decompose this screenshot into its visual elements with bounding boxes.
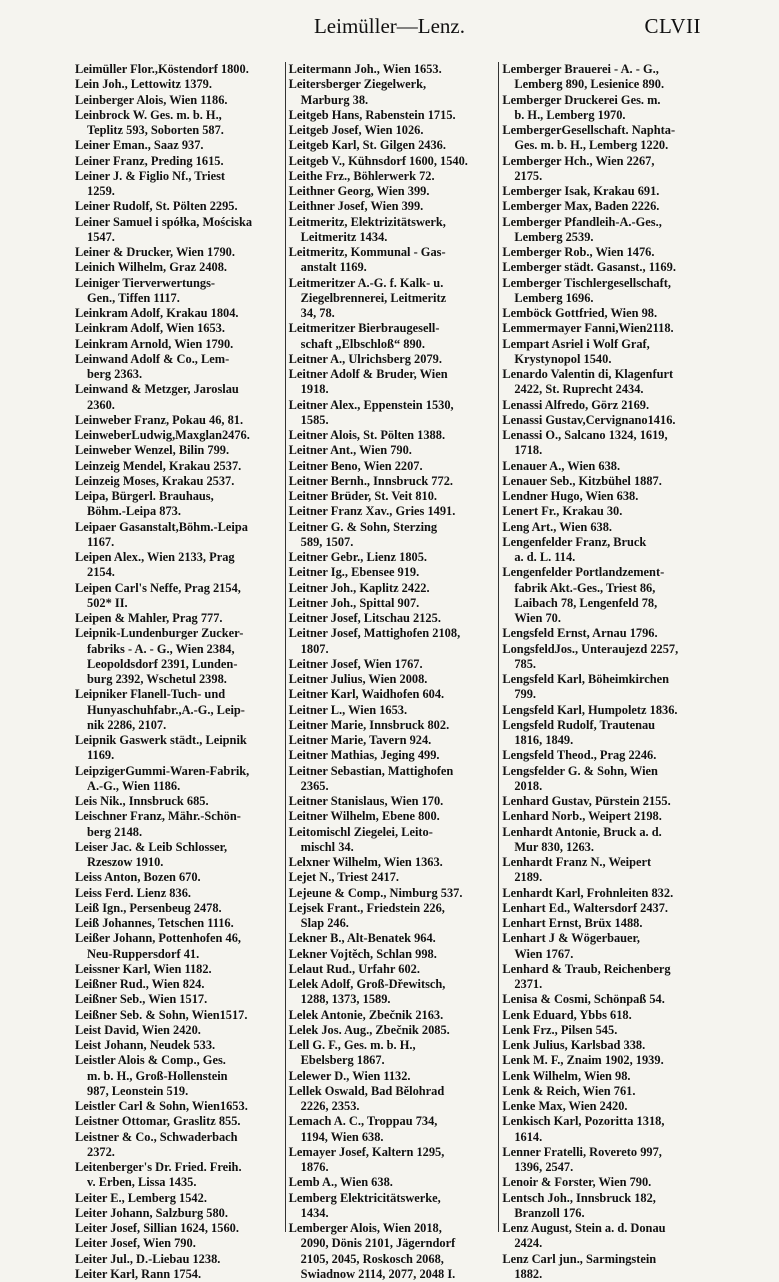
directory-entry-line: Lemböck Gottfried, Wien 98.: [502, 306, 658, 320]
directory-entry-line: Lekner B., Alt-Benatek 964.: [288, 931, 436, 946]
directory-entry-line: Lempart Asriel i Wolf Graf,: [502, 336, 650, 351]
directory-entry-line: Leitner Alois, St. Pölten 1388.: [288, 428, 446, 442]
directory-entry-line: Leitner G. & Sohn, Sterzing: [288, 519, 438, 534]
directory-entry-line: Leiniger Tierverwertungs-: [75, 275, 216, 290]
directory-entry-line: Leitmeritzer A.-G. f. Kalk- u.: [288, 275, 444, 290]
directory-entry-line: 2175.: [514, 168, 543, 183]
directory-entry-line: Teplitz 593, Soborten 587.: [87, 123, 224, 137]
directory-entry-line: Leitner Alex., Eppenstein 1530,: [288, 397, 454, 412]
directory-entry-line: Lell G. F., Ges. m. b. H.,: [288, 1038, 416, 1052]
directory-entry-line: fabriks - A. - G., Wien 2384,: [87, 641, 235, 656]
directory-entry-line: Leinkram Adolf, Wien 1653.: [75, 321, 225, 336]
directory-entry-line: Marburg 38.: [300, 92, 369, 107]
directory-entry-line: Lenk M. F., Znaim 1902, 1939.: [502, 1053, 664, 1068]
directory-entry-line: Leitner Sebastian, Mattighofen: [288, 763, 454, 778]
directory-entry-line: Leistner & Co., Schwaderbach: [75, 1129, 238, 1144]
directory-entry-line: Leist Johann, Neudek 533.: [75, 1038, 216, 1052]
directory-entry-line: Lenoir & Forster, Wien 790.: [502, 1175, 652, 1190]
directory-entry-line: Lenner Fratelli, Rovereto 997,: [502, 1144, 662, 1159]
directory-entry-line: Leitner Stanislaus, Wien 170.: [288, 794, 444, 808]
directory-entry-line: 2422, St. Ruprecht 2434.: [514, 382, 644, 397]
directory-entry-line: Leitner Beno, Wien 2207.: [288, 458, 423, 473]
directory-entry-line: Lenhard Gustav, Pürstein 2155.: [502, 794, 671, 808]
directory-entry-line: 1816, 1849.: [514, 733, 574, 747]
directory-entry-line: Leinzeig Moses, Krakau 2537.: [75, 473, 235, 488]
directory-entry-line: Lemberger Rob., Wien 1476.: [502, 245, 655, 259]
directory-entry-line: Lenassi Gustav,Cervignano1416.: [502, 412, 676, 427]
directory-entry-line: Leitner Ant., Wien 790.: [288, 443, 412, 458]
directory-entry-line: Leiter Jul., D.-Liebau 1238.: [75, 1251, 221, 1266]
directory-entry-line: Wien 70.: [514, 611, 561, 625]
directory-entry-line: Hunyaschuhfabr.,A.-G., Leip-: [87, 702, 245, 717]
directory-entry-line: Lejeune & Comp., Nimburg 537.: [288, 885, 463, 900]
directory-entry-line: Lenert Fr., Krakau 30.: [502, 504, 623, 519]
directory-entry-line: Leitner Julius, Wien 2008.: [288, 672, 428, 686]
directory-entry-line: Leitmeritz, Elektrizitätswerk,: [288, 214, 446, 229]
directory-entry-line: Leinweber Franz, Pokau 46, 81.: [75, 412, 244, 427]
directory-entry-line: Leinkram Adolf, Krakau 1804.: [75, 306, 239, 320]
directory-entry-line: Lenhart J & Wögerbauer,: [502, 931, 641, 946]
directory-entry-line: Leinbrock W. Ges. m. b. H.,: [75, 107, 222, 122]
directory-entry-line: Lemmermayer Fanni,Wien2118.: [502, 321, 674, 336]
directory-entry-line: Lengsfeld Karl, Böheimkirchen: [502, 672, 670, 686]
directory-entry-line: Leitmeritz, Kommunal - Gas-: [288, 245, 446, 259]
directory-entry-line: Lelek Antonie, Zbečnik 2163.: [288, 1007, 444, 1022]
directory-entry-line: Lenkisch Karl, Pozoritta 1318,: [502, 1114, 665, 1129]
page-number: CLVII: [644, 14, 701, 38]
directory-entry-line: Leitner Brüder, St. Veit 810.: [288, 489, 438, 503]
directory-entry-line: Wien 1767.: [514, 946, 574, 961]
directory-entry-line: Lengsfelder G. & Sohn, Wien: [502, 763, 658, 778]
directory-entry-line: Lemberg 890, Lesienice 890.: [514, 77, 665, 92]
directory-entry-line: Leitner Marie, Tavern 924.: [288, 733, 432, 747]
directory-entry-line: Leinich Wilhelm, Graz 2408.: [75, 260, 228, 275]
column-left: [72, 62, 285, 1281]
directory-entry-line: Lemberger städt. Gasanst., 1169.: [502, 260, 676, 275]
directory-entry-line: Lemberg Elektricitätswerke,: [288, 1190, 441, 1205]
directory-entry-line: Leithe Frz., Böhlerwerk 72.: [288, 168, 435, 183]
directory-entry-line: Lenhart Ernst, Brüx 1488.: [502, 916, 643, 930]
directory-entry-line: Leitner L., Wien 1653.: [288, 702, 408, 717]
directory-entry-line: schaft „Elbschloß“ 890.: [300, 336, 425, 351]
directory-entry-line: 785.: [514, 656, 537, 671]
directory-entry-line: Leissner Karl, Wien 1182.: [75, 961, 212, 976]
directory-entry-line: 2365.: [300, 778, 329, 793]
directory-entry-line: Lemberger Brauerei - A. - G.,: [502, 62, 659, 76]
directory-entry-line: 2226, 2353.: [300, 1099, 360, 1113]
directory-entry-line: Lendner Hugo, Wien 638.: [502, 489, 639, 503]
directory-entry-line: 1259.: [87, 184, 115, 198]
directory-entry-line: Leipen Carl's Neffe, Prag 2154,: [75, 580, 241, 595]
directory-entry-line: Leipnik Gaswerk städt., Leipnik: [75, 733, 247, 747]
directory-entry-line: Leithner Georg, Wien 399.: [288, 184, 430, 198]
directory-entry-line: Leiß Johannes, Tetschen 1116.: [75, 916, 234, 930]
directory-entry-line: 799.: [514, 687, 537, 702]
directory-entry-line: Lemb A., Wien 638.: [288, 1175, 393, 1190]
directory-entry-line: Leiner & Drucker, Wien 1790.: [75, 245, 235, 259]
directory-columns: [72, 62, 712, 1281]
directory-entry-line: Leipaer Gasanstalt,Böhm.-Leipa: [75, 519, 248, 534]
directory-entry-line: Leitner Josef, Wien 1767.: [288, 656, 423, 671]
directory-entry-line: A.-G., Wien 1186.: [87, 778, 181, 793]
directory-entry-line: Böhm.-Leipa 873.: [87, 504, 181, 519]
directory-entry-line: LembergerGesellschaft. Naphta-: [502, 123, 676, 137]
directory-entry-line: Leißner Seb. & Sohn, Wien1517.: [75, 1007, 248, 1022]
directory-entry-line: Leng Art., Wien 638.: [502, 519, 613, 534]
directory-entry-line: Rzeszow 1910.: [87, 855, 164, 869]
directory-entry-line: Neu-Ruppersdorf 41.: [87, 946, 200, 961]
directory-entry-line: 987, Leonstein 519.: [87, 1083, 189, 1098]
directory-entry-line: 1434.: [300, 1205, 329, 1220]
directory-entry-line: Lengsfeld Ernst, Arnau 1796.: [502, 626, 658, 641]
directory-entry-line: Leißer Johann, Pottenhofen 46,: [75, 931, 242, 946]
page-header: [0, 14, 779, 54]
directory-entry-line: berg 2363.: [87, 367, 143, 381]
directory-entry-line: Lenk & Reich, Wien 761.: [502, 1083, 636, 1098]
directory-entry-line: Leißner Rud., Wien 824.: [75, 977, 205, 991]
directory-entry-line: 2372.: [87, 1144, 115, 1159]
directory-entry-line: Lemberg 1696.: [514, 290, 594, 305]
directory-entry-line: Lengenfelder Franz, Bruck: [502, 534, 647, 549]
directory-entry-line: Leipen Alex., Wien 2133, Prag: [75, 550, 235, 564]
directory-entry-line: Lemberger Pfandleih-A.-Ges.,: [502, 214, 662, 229]
directory-entry-line: Leitner Josef, Litschau 2125.: [288, 611, 441, 625]
directory-entry-line: Lenhard & Traub, Reichenberg: [502, 961, 671, 976]
directory-entry-line: Lelewer D., Wien 1132.: [288, 1068, 411, 1083]
directory-entry-line: 1876.: [300, 1160, 329, 1174]
directory-entry-line: Leiner Eman., Saaz 937.: [75, 138, 204, 153]
directory-entry-line: burg 2392, Wschetul 2398.: [87, 672, 227, 686]
directory-entry-line: Lengsfeld Karl, Humpoletz 1836.: [502, 702, 678, 717]
directory-entry-line: Lenz Carl jun., Sarmingstein: [502, 1251, 657, 1266]
directory-entry-line: Lenhard Norb., Weipert 2198.: [502, 809, 662, 824]
directory-entry-line: Leinwand & Metzger, Jaroslau: [75, 382, 239, 397]
directory-entry-line: v. Erben, Lissa 1435.: [87, 1175, 197, 1190]
directory-entry-line: 1718.: [514, 443, 543, 458]
directory-entry-line: Leinweber Wenzel, Bilin 799.: [75, 443, 230, 458]
directory-entry-line: Lemberger Isak, Krakau 691.: [502, 184, 660, 198]
directory-entry-line: Leistler Alois & Comp., Ges.: [75, 1053, 226, 1068]
directory-entry-line: Leitner Gebr., Lienz 1805.: [288, 550, 428, 564]
directory-entry-line: 2105, 2045, Roskosch 2068,: [300, 1251, 444, 1266]
directory-entry-line: fabrik Akt.-Ges., Triest 86,: [514, 580, 656, 595]
directory-entry-line: Leinwand Adolf & Co., Lem-: [75, 351, 230, 366]
directory-entry-line: Leitgeb Hans, Rabenstein 1715.: [288, 107, 456, 122]
directory-entry-line: Leiß Ign., Persenbeug 2478.: [75, 900, 222, 915]
directory-entry-line: Lemayer Josef, Kaltern 1295,: [288, 1144, 445, 1159]
page-title: Leimüller—Lenz.: [313, 14, 466, 38]
directory-entry-line: Leischner Franz, Mähr.-Schön-: [75, 809, 241, 824]
directory-entry-line: Lejsek Frant., Friedstein 226,: [288, 900, 445, 915]
directory-entry-line: Leistler Carl & Sohn, Wien1653.: [75, 1099, 248, 1113]
directory-entry-line: 2424.: [514, 1236, 543, 1251]
directory-entry-line: Lemberg 2539.: [514, 229, 594, 244]
directory-entry-line: Leiner Samuel i spółka, Mościska: [75, 214, 253, 229]
directory-entry-line: Leitgeb V., Kühnsdorf 1600, 1540.: [288, 153, 468, 168]
directory-entry-line: Leipen & Mahler, Prag 777.: [75, 611, 223, 625]
directory-entry-line: Leiser Jac. & Leib Schlosser,: [75, 839, 228, 854]
directory-entry-line: Leimüller Flor.,Köstendorf 1800.: [75, 62, 249, 76]
directory-entry-line: Leitner Adolf & Bruder, Wien: [288, 367, 448, 381]
directory-entry-line: Lelek Jos. Aug., Zbečnik 2085.: [288, 1022, 450, 1037]
directory-entry-line: Leitner Mathias, Jeging 499.: [288, 748, 440, 763]
directory-entry-line: Lenhart Ed., Waltersdorf 2437.: [502, 900, 669, 915]
directory-entry-line: Lengsfeld Theod., Prag 2246.: [502, 748, 657, 763]
directory-entry-line: Lenk Wilhelm, Wien 98.: [502, 1068, 631, 1083]
directory-entry-line: Lenauer A., Wien 638.: [502, 458, 621, 473]
directory-entry-line: LeipzigerGummi-Waren-Fabrik,: [75, 763, 250, 778]
directory-entry-line: Ebelsberg 1867.: [300, 1053, 385, 1068]
directory-entry-line: 502* II.: [87, 595, 128, 610]
directory-entry-line: Leinkram Arnold, Wien 1790.: [75, 336, 234, 351]
directory-entry-line: 1614.: [514, 1129, 543, 1144]
directory-entry-line: 589, 1507.: [300, 534, 354, 549]
directory-entry-line: 1547.: [87, 229, 115, 244]
directory-entry-line: Lenassi Alfredo, Görz 2169.: [502, 397, 650, 412]
directory-entry-line: Lenz August, Stein a. d. Donau: [502, 1221, 666, 1235]
directory-entry-line: Leiner Franz, Preding 1615.: [75, 153, 224, 168]
directory-entry-line: Lentsch Joh., Innsbruck 182,: [502, 1190, 656, 1205]
directory-entry-line: Lenke Max, Wien 2420.: [502, 1099, 628, 1113]
directory-entry-line: Ziegelbrennerei, Leitmeritz: [300, 290, 447, 305]
directory-entry-line: Leiter Josef, Wien 790.: [75, 1236, 196, 1251]
directory-entry-line: 1585.: [300, 412, 329, 427]
directory-entry-line: 1807.: [300, 641, 329, 656]
directory-entry-line: 34, 78.: [300, 306, 335, 320]
directory-entry-line: Leiter E., Lemberg 1542.: [75, 1190, 207, 1205]
directory-entry-line: Lenardo Valentin di, Klagenfurt: [502, 367, 674, 381]
directory-entry-line: Lemberger Max, Baden 2226.: [502, 199, 660, 214]
directory-entry-line: Lelaut Rud., Urfahr 602.: [288, 961, 420, 976]
directory-entry-line: 1194, Wien 638.: [300, 1129, 384, 1144]
directory-entry-line: Lenk Julius, Karlsbad 338.: [502, 1038, 646, 1052]
directory-entry-line: 2154.: [87, 565, 115, 580]
directory-entry-line: Ges. m. b. H., Lemberg 1220.: [514, 138, 669, 153]
directory-entry-line: Leis Nik., Innsbruck 685.: [75, 794, 209, 808]
directory-entry-line: 2371.: [514, 977, 543, 991]
directory-entry-line: Lenhardt Karl, Frohnleiten 832.: [502, 885, 674, 900]
directory-entry-line: Lein Joh., Lettowitz 1379.: [75, 77, 212, 92]
directory-entry-line: Lellek Oswald, Bad Bělohrad: [288, 1083, 445, 1098]
directory-entry-line: Lengenfelder Portlandzement-: [502, 565, 665, 580]
directory-entry-line: Branzoll 176.: [514, 1205, 585, 1220]
directory-entry-line: Lenk Eduard, Ybbs 618.: [502, 1007, 632, 1022]
directory-entry-line: Leitgeb Josef, Wien 1026.: [288, 123, 424, 137]
directory-entry-line: Leitner Josef, Mattighofen 2108,: [288, 626, 461, 641]
directory-entry-line: Leinzeig Mendel, Krakau 2537.: [75, 458, 242, 473]
directory-entry-line: 2189.: [514, 870, 543, 885]
directory-entry-line: 1288, 1373, 1589.: [300, 992, 391, 1007]
directory-entry-line: Leipa, Bürgerl. Brauhaus,: [75, 489, 214, 503]
directory-entry-line: Lemberger Druckerei Ges. m.: [502, 92, 661, 107]
directory-entry-line: Leitner Ig., Ebensee 919.: [288, 565, 420, 580]
directory-entry-line: Mur 830, 1263.: [514, 839, 594, 854]
directory-entry-line: Krystynopol 1540.: [514, 351, 612, 366]
directory-entry-line: Leiter Johann, Salzburg 580.: [75, 1205, 228, 1220]
directory-entry-line: Leitner Joh., Kaplitz 2422.: [288, 580, 430, 595]
directory-entry-line: 1918.: [300, 382, 329, 397]
directory-entry-line: Swiadnow 2114, 2077, 2048 I.: [300, 1266, 456, 1281]
directory-entry-line: Leitner Franz Xav., Gries 1491.: [288, 504, 456, 519]
directory-entry-line: 1169.: [87, 748, 115, 763]
directory-entry-line: Lenassi O., Salcano 1324, 1619,: [502, 428, 668, 442]
directory-entry-line: Lemach A. C., Troppau 734,: [288, 1114, 438, 1129]
directory-entry-line: Leiss Anton, Bozen 670.: [75, 870, 201, 885]
directory-entry-line: Lemberger Hch., Wien 2267,: [502, 153, 655, 168]
directory-entry-line: Leiner Rudolf, St. Pölten 2295.: [75, 199, 238, 214]
directory-entry-line: Lenisa & Cosmi, Schönpaß 54.: [502, 992, 665, 1007]
directory-entry-line: Leinberger Alois, Wien 1186.: [75, 92, 228, 107]
directory-entry-line: Leiss Ferd. Lienz 836.: [75, 885, 191, 900]
directory-entry-line: Leitenberger's Dr. Fried. Freih.: [75, 1160, 242, 1174]
directory-entry-line: Lemberger Alois, Wien 2018,: [288, 1221, 442, 1235]
directory-entry-line: Leitner A., Ulrichsberg 2079.: [288, 351, 442, 366]
directory-entry-line: LeinweberLudwig,Maxglan2476.: [75, 428, 250, 442]
directory-entry-line: Leitner Bernh., Innsbruck 772.: [288, 473, 453, 488]
directory-entry-line: 2018.: [514, 778, 543, 793]
column-right: [498, 62, 712, 1281]
directory-entry-line: b. H., Lemberg 1970.: [514, 107, 626, 122]
directory-entry-line: Gen., Tiffen 1117.: [87, 290, 180, 305]
directory-entry-line: mischl 34.: [300, 839, 354, 854]
directory-entry-line: Leithner Josef, Wien 399.: [288, 199, 424, 214]
directory-entry-line: Leißner Seb., Wien 1517.: [75, 992, 208, 1007]
directory-entry-line: Leopoldsdorf 2391, Lunden-: [87, 656, 238, 671]
directory-entry-line: anstalt 1169.: [300, 260, 367, 275]
directory-entry-line: Lekner Vojtěch, Schlan 998.: [288, 946, 437, 961]
directory-entry-line: Lemberger Tischlergesellschaft,: [502, 275, 671, 290]
directory-entry-line: Leitner Marie, Innsbruck 802.: [288, 717, 450, 732]
directory-entry-line: 1167.: [87, 534, 115, 549]
directory-entry-line: Leitmeritzer Bierbraugesell-: [288, 321, 440, 336]
directory-entry-line: Leipnik-Lundenburger Zucker-: [75, 626, 244, 641]
directory-entry-line: a. d. L. 114.: [514, 550, 576, 564]
directory-entry-line: Leitner Wilhelm, Ebene 800.: [288, 809, 440, 824]
directory-entry-line: nik 2286, 2107.: [87, 717, 167, 732]
directory-entry-line: Leitersberger Ziegelwerk,: [288, 77, 427, 92]
directory-entry-line: Lengsfeld Rudolf, Trautenau: [502, 717, 656, 732]
column-middle: [285, 62, 499, 1281]
directory-entry-line: Leitner Joh., Spittal 907.: [288, 595, 420, 610]
directory-entry-line: Leiter Karl, Rann 1754.: [75, 1266, 202, 1281]
directory-entry-line: 1396, 2547.: [514, 1160, 574, 1174]
directory-entry-line: Lenhardt Franz N., Weipert: [502, 855, 652, 869]
directory-entry-line: Leipniker Flanell-Tuch- und: [75, 687, 226, 702]
directory-entry-line: Slap 246.: [300, 916, 349, 930]
directory-entry-line: Leiter Josef, Sillian 1624, 1560.: [75, 1221, 239, 1235]
directory-entry-line: 2090, Dönis 2101, Jägerndorf: [300, 1236, 456, 1251]
directory-entry-line: Lejet N., Triest 2417.: [288, 870, 400, 885]
directory-entry-line: Leitmeritz 1434.: [300, 229, 388, 244]
directory-entry-line: Leist David, Wien 2420.: [75, 1022, 201, 1037]
directory-entry-line: Lelxner Wilhelm, Wien 1363.: [288, 855, 443, 869]
directory-entry-line: Leitermann Joh., Wien 1653.: [288, 62, 442, 76]
directory-entry-line: Leitomischl Ziegelei, Leito-: [288, 824, 433, 839]
directory-entry-line: Lenhardt Antonie, Bruck a. d.: [502, 824, 662, 839]
directory-entry-line: Leitner Karl, Waidhofen 604.: [288, 687, 445, 702]
directory-entry-line: Leitgeb Karl, St. Gilgen 2436.: [288, 138, 446, 153]
directory-entry-line: Lenk Frz., Pilsen 545.: [502, 1022, 618, 1037]
directory-entry-line: 1882.: [514, 1266, 543, 1281]
directory-entry-line: Leistner Ottomar, Graslitz 855.: [75, 1114, 241, 1129]
directory-entry-line: Lelek Adolf, Groß-Dřewitsch,: [288, 977, 446, 991]
directory-entry-line: LongsfeldJos., Unteraujezd 2257,: [502, 641, 679, 656]
directory-entry-line: Lenauer Seb., Kitzbühel 1887.: [502, 473, 662, 488]
directory-entry-line: m. b. H., Groß-Hollenstein: [87, 1068, 228, 1083]
directory-entry-line: berg 2148.: [87, 824, 143, 839]
directory-entry-line: 2360.: [87, 397, 115, 412]
directory-entry-line: Laibach 78, Lengenfeld 78,: [514, 595, 658, 610]
directory-entry-line: Leiner J. & Figlio Nf., Triest: [75, 168, 226, 183]
